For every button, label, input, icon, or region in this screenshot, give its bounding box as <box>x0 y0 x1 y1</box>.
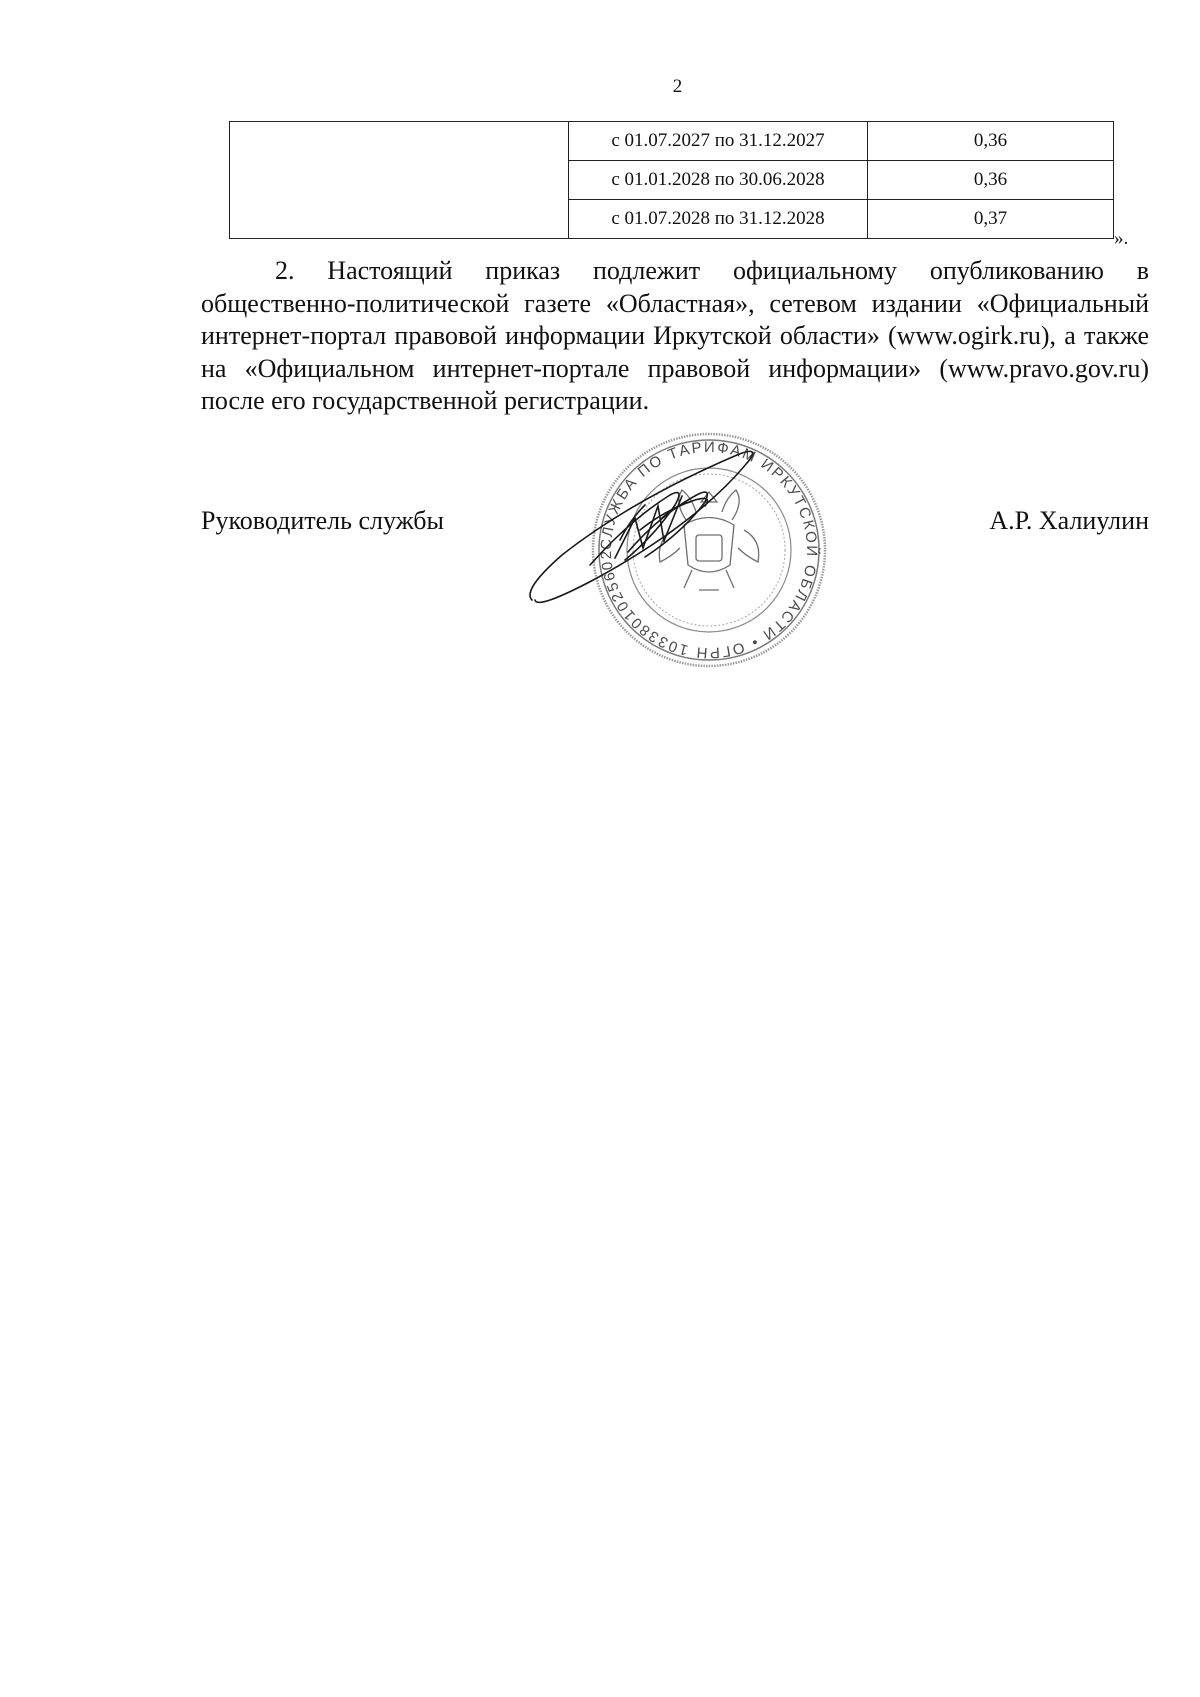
signer-role: Руководитель службы <box>201 506 444 535</box>
publication-paragraph <box>201 255 1149 418</box>
period-cell: с 01.07.2027 по 31.12.2027 <box>569 122 868 161</box>
paragraph-text: 2. Настоящий приказ подлежит официальному опубликованию в общественно-политической газете «Областная», сетевом издании «Официальный интернет-портал правовой информации Иркутской области» (www.ogirk.ru), а также на «Официальном интернет-портале правовой информации» (www.pravo.gov.ru) после его государственной регистрации. <box>201 256 1149 415</box>
value-cell: 0,36 <box>868 161 1114 200</box>
signer-name: А.Р. Халиулин <box>989 506 1149 535</box>
closing-quote: ». <box>1114 228 1129 249</box>
period-cell: с 01.07.2028 по 31.12.2028 <box>569 200 868 239</box>
value-cell: 0,37 <box>868 200 1114 239</box>
rate-table <box>229 121 1114 239</box>
period-cell: с 01.01.2028 по 30.06.2028 <box>569 161 868 200</box>
table-row <box>230 122 1114 161</box>
page-number: 2 <box>672 76 683 97</box>
stamp-text: СЛУЖБА ПО ТАРИФАМ ИРКУТСКОЙ ОБЛАСТИ • ОГРН 1033801025602 <box>597 438 821 662</box>
signature <box>520 440 810 640</box>
empty-cell <box>230 122 569 239</box>
value-cell: 0,36 <box>868 122 1114 161</box>
